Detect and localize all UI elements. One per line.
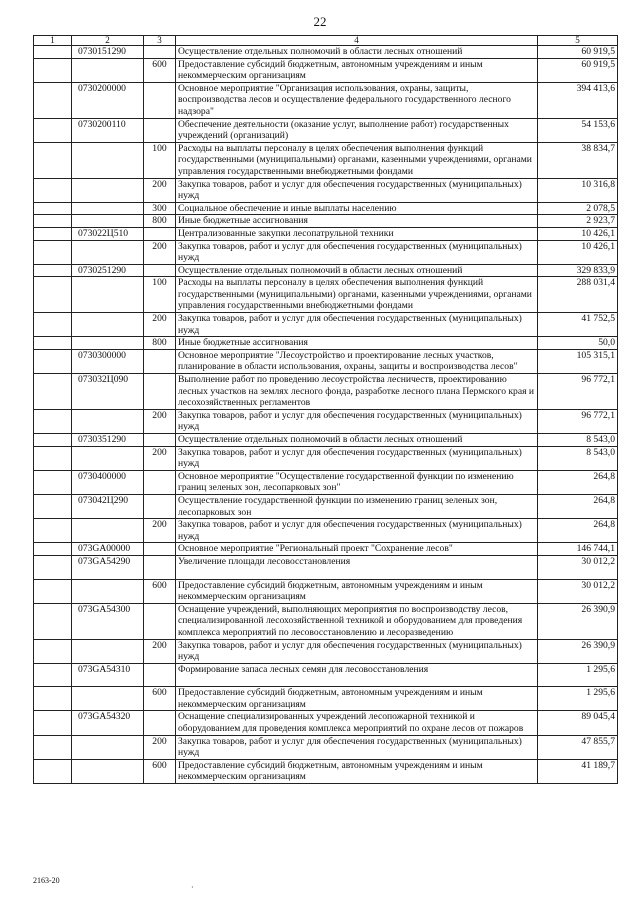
amount-cell: 1 295,6 <box>538 687 618 711</box>
amount-cell: 10 426,1 <box>538 240 618 264</box>
amount-cell: 96 772,1 <box>538 374 618 410</box>
item-name-cell: Предоставление субсидий бюджетным, автономным учреждениям и иным некоммерческим организациям <box>176 687 538 711</box>
expense-type-cell <box>144 118 176 142</box>
row-blank-cell <box>34 82 72 118</box>
table-row <box>34 264 618 277</box>
page-number: 22 <box>313 14 327 29</box>
expense-type-cell: 600 <box>144 687 176 711</box>
row-blank-cell <box>34 663 72 687</box>
row-blank-cell <box>34 470 72 494</box>
target-code-cell <box>72 142 144 178</box>
row-blank-cell <box>34 543 72 556</box>
table-row <box>34 337 618 350</box>
item-name-cell: Осуществление отдельных полномочий в области лесных отношений <box>176 46 538 59</box>
expense-type-cell <box>144 470 176 494</box>
table-row <box>34 579 618 603</box>
amount-cell: 26 390,9 <box>538 639 618 663</box>
expense-type-cell: 200 <box>144 313 176 337</box>
table-body <box>34 46 618 784</box>
expense-type-cell <box>144 82 176 118</box>
table-row <box>34 663 618 687</box>
header-col-5: 5 <box>538 36 618 46</box>
item-name-cell: Расходы на выплаты персоналу в целях обеспечения выполнения функций государственными (муниципальными) органами, казенными учреждениями, органами управления государственными внебюджетными фондами <box>176 142 538 178</box>
table-row <box>34 711 618 735</box>
item-name-cell: Закупка товаров, работ и услуг для обеспечения государственных (муниципальных) нужд <box>176 240 538 264</box>
amount-cell: 146 744,1 <box>538 543 618 556</box>
row-blank-cell <box>34 639 72 663</box>
table-row <box>34 409 618 433</box>
amount-cell: 26 390,9 <box>538 603 618 639</box>
row-blank-cell <box>34 277 72 313</box>
item-name-cell: Формирование запаса лесных семян для лесовосстановления <box>176 663 538 687</box>
amount-cell: 1 295,6 <box>538 663 618 687</box>
amount-cell: 394 413,6 <box>538 82 618 118</box>
table-row <box>34 227 618 240</box>
header-col-1: 1 <box>34 36 72 46</box>
table-row <box>34 434 618 447</box>
header-col-4: 4 <box>176 36 538 46</box>
table-row <box>34 240 618 264</box>
table-row <box>34 735 618 759</box>
item-name-cell: Оснащение учреждений, выполняющих мероприятия по воспроизводству лесов, специализированной лесохозяйственной техникой и оборудованием для проведения комплекса мероприятий по лесовосстановлению и лесоразведению <box>176 603 538 639</box>
item-name-cell: Основное мероприятие "Организация использования, охраны, защиты, воспроизводства лесов и осуществление федерального государственного лесного надзора" <box>176 82 538 118</box>
table-row <box>34 46 618 59</box>
amount-cell: 30 012,2 <box>538 555 618 579</box>
expense-type-cell <box>144 434 176 447</box>
table-row <box>34 603 618 639</box>
target-code-cell <box>72 202 144 215</box>
amount-cell: 38 834,7 <box>538 142 618 178</box>
target-code-cell: 073GA54320 <box>72 711 144 735</box>
table-row <box>34 349 618 373</box>
item-name-cell: Иные бюджетные ассигнования <box>176 337 538 350</box>
row-blank-cell <box>34 202 72 215</box>
table-row <box>34 446 618 470</box>
expense-type-cell <box>144 494 176 518</box>
row-blank-cell <box>34 227 72 240</box>
row-blank-cell <box>34 264 72 277</box>
row-blank-cell <box>34 579 72 603</box>
item-name-cell: Закупка товаров, работ и услуг для обеспечения государственных (муниципальных) нужд <box>176 735 538 759</box>
amount-cell: 54 153,6 <box>538 118 618 142</box>
amount-cell: 2 923,7 <box>538 215 618 228</box>
amount-cell: 60 919,5 <box>538 58 618 82</box>
table-row <box>34 543 618 556</box>
target-code-cell <box>72 58 144 82</box>
target-code-cell <box>72 277 144 313</box>
item-name-cell: Закупка товаров, работ и услуг для обеспечения государственных (муниципальных) нужд <box>176 519 538 543</box>
expense-type-cell: 600 <box>144 759 176 783</box>
amount-cell: 60 919,5 <box>538 46 618 59</box>
target-code-cell: 0730300000 <box>72 349 144 373</box>
target-code-cell <box>72 579 144 603</box>
expense-type-cell: 200 <box>144 240 176 264</box>
expense-type-cell <box>144 603 176 639</box>
table-row <box>34 118 618 142</box>
amount-cell: 8 543,0 <box>538 434 618 447</box>
item-name-cell: Расходы на выплаты персоналу в целях обеспечения выполнения функций государственными (муниципальными) органами, казенными учреждениями, органами управления государственными внебюджетными фондами <box>176 277 538 313</box>
row-blank-cell <box>34 58 72 82</box>
header-col-3: 3 <box>144 36 176 46</box>
amount-cell: 30 012,2 <box>538 579 618 603</box>
row-blank-cell <box>34 494 72 518</box>
item-name-cell: Обеспечение деятельности (оказание услуг, выполнение работ) государственных учреждений (организаций) <box>176 118 538 142</box>
footer-code: 2163-20 <box>33 876 60 885</box>
target-code-cell <box>72 639 144 663</box>
target-code-cell <box>72 409 144 433</box>
target-code-cell <box>72 759 144 783</box>
table-row <box>34 374 618 410</box>
item-name-cell: Закупка товаров, работ и услуг для обеспечения государственных (муниципальных) нужд <box>176 446 538 470</box>
table-row <box>34 519 618 543</box>
table-row <box>34 313 618 337</box>
amount-cell: 105 315,1 <box>538 349 618 373</box>
expense-type-cell: 200 <box>144 735 176 759</box>
target-code-cell <box>72 240 144 264</box>
table-row <box>34 494 618 518</box>
row-blank-cell <box>34 759 72 783</box>
amount-cell: 41 189,7 <box>538 759 618 783</box>
amount-cell: 288 031,4 <box>538 277 618 313</box>
item-name-cell: Предоставление субсидий бюджетным, автономным учреждениям и иным некоммерческим организациям <box>176 759 538 783</box>
expense-type-cell: 100 <box>144 142 176 178</box>
target-code-cell <box>72 687 144 711</box>
target-code-cell <box>72 519 144 543</box>
row-blank-cell <box>34 374 72 410</box>
amount-cell: 264,8 <box>538 470 618 494</box>
amount-cell: 264,8 <box>538 494 618 518</box>
row-blank-cell <box>34 240 72 264</box>
amount-cell: 264,8 <box>538 519 618 543</box>
table-row <box>34 215 618 228</box>
target-code-cell: 073032Ц090 <box>72 374 144 410</box>
row-blank-cell <box>34 142 72 178</box>
target-code-cell: 073022Ц510 <box>72 227 144 240</box>
item-name-cell: Увеличение площади лесовосстановления <box>176 555 538 579</box>
row-blank-cell <box>34 603 72 639</box>
item-name-cell: Закупка товаров, работ и услуг для обеспечения государственных (муниципальных) нужд <box>176 409 538 433</box>
amount-cell: 41 752,5 <box>538 313 618 337</box>
row-blank-cell <box>34 434 72 447</box>
footer-mark: · <box>191 883 194 892</box>
expense-type-cell: 200 <box>144 519 176 543</box>
target-code-cell: 0730251290 <box>72 264 144 277</box>
target-code-cell: 073GA54290 <box>72 555 144 579</box>
target-code-cell: 073042Ц290 <box>72 494 144 518</box>
item-name-cell: Централизованные закупки лесопатрульной техники <box>176 227 538 240</box>
target-code-cell <box>72 446 144 470</box>
target-code-cell: 0730200000 <box>72 82 144 118</box>
expense-type-cell <box>144 227 176 240</box>
target-code-cell: 0730400000 <box>72 470 144 494</box>
table-row <box>34 178 618 202</box>
expense-type-cell: 100 <box>144 277 176 313</box>
item-name-cell: Предоставление субсидий бюджетным, автономным учреждениям и иным некоммерческим организациям <box>176 579 538 603</box>
item-name-cell: Основное мероприятие "Лесоустройство и проектирование лесных участков, планирование в области использования, охраны, защиты и воспроизводства лесов" <box>176 349 538 373</box>
row-blank-cell <box>34 409 72 433</box>
expense-type-cell: 200 <box>144 178 176 202</box>
target-code-cell: 0730151290 <box>72 46 144 59</box>
item-name-cell: Осуществление отдельных полномочий в области лесных отношений <box>176 434 538 447</box>
item-name-cell: Осуществление отдельных полномочий в области лесных отношений <box>176 264 538 277</box>
item-name-cell: Иные бюджетные ассигнования <box>176 215 538 228</box>
table-row <box>34 277 618 313</box>
expense-type-cell <box>144 349 176 373</box>
item-name-cell: Основное мероприятие "Региональный проект "Сохранение лесов" <box>176 543 538 556</box>
item-name-cell: Социальное обеспечение и иные выплаты населению <box>176 202 538 215</box>
expense-type-cell <box>144 543 176 556</box>
table-row <box>34 759 618 783</box>
expense-type-cell: 200 <box>144 409 176 433</box>
expense-type-cell <box>144 555 176 579</box>
row-blank-cell <box>34 735 72 759</box>
item-name-cell: Предоставление субсидий бюджетным, автономным учреждениям и иным некоммерческим организациям <box>176 58 538 82</box>
target-code-cell: 0730351290 <box>72 434 144 447</box>
row-blank-cell <box>34 178 72 202</box>
expense-type-cell <box>144 711 176 735</box>
expense-type-cell <box>144 46 176 59</box>
item-name-cell: Оснащение специализированных учреждений лесопожарной техникой и оборудованием для проведения комплекса мероприятий по охране лесов от пожаров <box>176 711 538 735</box>
item-name-cell: Основное мероприятие "Осуществление государственной функции по изменению границ зеленых зон, лесопарковых зон" <box>176 470 538 494</box>
target-code-cell: 073GA00000 <box>72 543 144 556</box>
expense-type-cell <box>144 374 176 410</box>
amount-cell: 10 316,8 <box>538 178 618 202</box>
row-blank-cell <box>34 687 72 711</box>
expense-type-cell: 200 <box>144 639 176 663</box>
item-name-cell: Закупка товаров, работ и услуг для обеспечения государственных (муниципальных) нужд <box>176 313 538 337</box>
table-row <box>34 687 618 711</box>
amount-cell: 47 855,7 <box>538 735 618 759</box>
target-code-cell: 073GA54300 <box>72 603 144 639</box>
header-row <box>34 36 618 46</box>
amount-cell: 329 833,9 <box>538 264 618 277</box>
row-blank-cell <box>34 711 72 735</box>
expense-type-cell <box>144 264 176 277</box>
target-code-cell: 0730200110 <box>72 118 144 142</box>
amount-cell: 96 772,1 <box>538 409 618 433</box>
amount-cell: 10 426,1 <box>538 227 618 240</box>
table-row <box>34 58 618 82</box>
row-blank-cell <box>34 337 72 350</box>
item-name-cell: Закупка товаров, работ и услуг для обеспечения государственных (муниципальных) нужд <box>176 639 538 663</box>
table-row <box>34 202 618 215</box>
item-name-cell: Выполнение работ по проведению лесоустройства лесничеств, проектированию лесных участков на землях лесного фонда, разработке лесного плана Пермского края и лесохозяйственных регламентов <box>176 374 538 410</box>
expense-type-cell: 800 <box>144 337 176 350</box>
expense-type-cell: 600 <box>144 579 176 603</box>
row-blank-cell <box>34 313 72 337</box>
row-blank-cell <box>34 519 72 543</box>
table-row <box>34 639 618 663</box>
table-row <box>34 470 618 494</box>
expense-type-cell: 300 <box>144 202 176 215</box>
amount-cell: 8 543,0 <box>538 446 618 470</box>
row-blank-cell <box>34 215 72 228</box>
target-code-cell <box>72 178 144 202</box>
amount-cell: 50,0 <box>538 337 618 350</box>
target-code-cell <box>72 337 144 350</box>
header-col-2: 2 <box>72 36 144 46</box>
target-code-cell <box>72 735 144 759</box>
table-row <box>34 142 618 178</box>
row-blank-cell <box>34 446 72 470</box>
target-code-cell <box>72 313 144 337</box>
table-row <box>34 82 618 118</box>
expense-type-cell: 800 <box>144 215 176 228</box>
expense-type-cell: 200 <box>144 446 176 470</box>
item-name-cell: Осуществление государственной функции по изменению границ зеленых зон, лесопарковых зон <box>176 494 538 518</box>
target-code-cell <box>72 215 144 228</box>
expense-type-cell: 600 <box>144 58 176 82</box>
budget-table <box>33 35 618 784</box>
amount-cell: 2 078,5 <box>538 202 618 215</box>
expense-type-cell <box>144 663 176 687</box>
item-name-cell: Закупка товаров, работ и услуг для обеспечения государственных (муниципальных) нужд <box>176 178 538 202</box>
row-blank-cell <box>34 349 72 373</box>
row-blank-cell <box>34 555 72 579</box>
amount-cell: 89 045,4 <box>538 711 618 735</box>
row-blank-cell <box>34 118 72 142</box>
table-row <box>34 555 618 579</box>
row-blank-cell <box>34 46 72 59</box>
target-code-cell: 073GA54310 <box>72 663 144 687</box>
